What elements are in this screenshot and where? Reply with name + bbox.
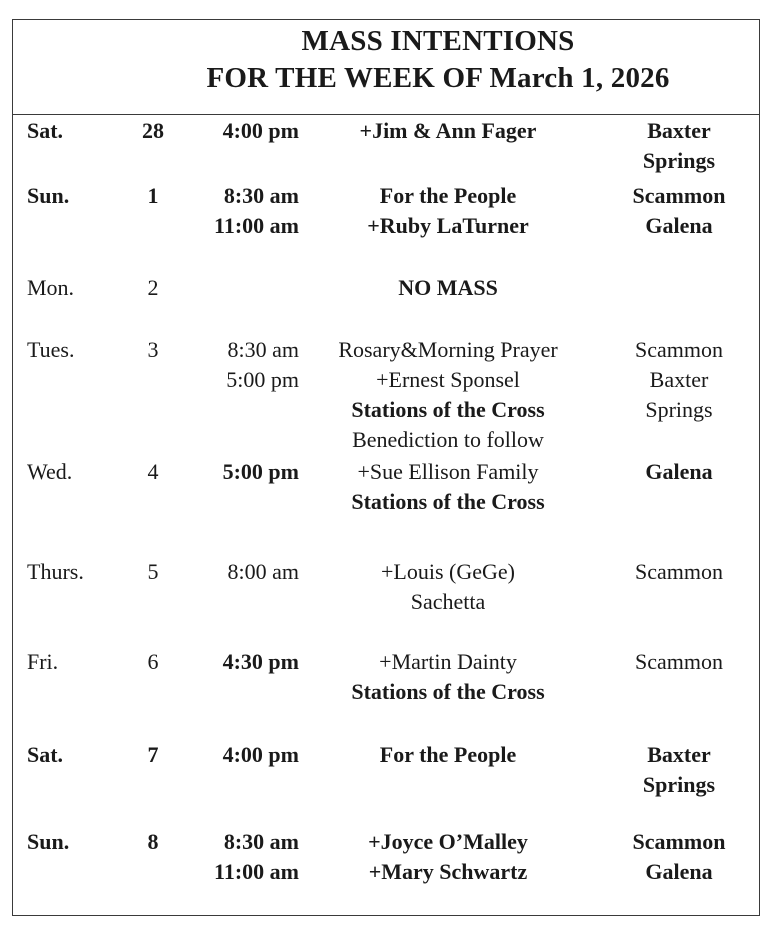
date-number: 5 [147, 559, 159, 584]
day-label: Sun. [27, 183, 70, 208]
mass-intention: For the People [379, 183, 517, 208]
mass-time: 5:00 pm [222, 459, 299, 484]
mass-location: Baxter [647, 118, 711, 143]
mass-location: Springs [642, 148, 716, 173]
mass-time: 4:00 pm [222, 742, 299, 767]
mass-intention: +Jim & Ann Fager [359, 118, 537, 143]
mass-intention: NO MASS [398, 275, 498, 300]
mass-location: Scammon [635, 649, 723, 674]
mass-location: Scammon [632, 183, 726, 208]
mass-time: 8:30 am [223, 183, 299, 208]
mass-location: Baxter [647, 742, 711, 767]
mass-intention: +Joyce O’Malley [368, 829, 528, 854]
mass-time: 8:30 am [227, 337, 299, 362]
mass-intention: Stations of the Cross [351, 397, 545, 422]
date-number: 2 [147, 275, 159, 300]
date-number: 7 [147, 742, 159, 767]
day-label: Sun. [27, 829, 70, 854]
mass-time: 4:00 pm [222, 118, 299, 143]
date-number: 6 [147, 649, 159, 674]
mass-intention: For the People [379, 742, 517, 767]
mass-intention: +Mary Schwartz [368, 859, 528, 884]
day-label: Thurs. [27, 559, 84, 584]
day-label: Sat. [27, 742, 64, 767]
day-label: Wed. [27, 459, 73, 484]
date-number: 3 [147, 337, 159, 362]
mass-time: 8:00 am [227, 559, 299, 584]
mass-intention: +Ernest Sponsel [376, 367, 520, 392]
mass-intention: +Sue Ellison Family [357, 459, 539, 484]
day-label: Sat. [27, 118, 64, 143]
date-number: 4 [147, 459, 159, 484]
mass-time: 4:30 pm [222, 649, 299, 674]
schedule-header [13, 20, 759, 115]
mass-intention: +Ruby LaTurner [367, 213, 529, 238]
title-line-2: FOR THE WEEK OF March 1, 2026 [206, 62, 670, 94]
mass-time: 5:00 pm [226, 367, 299, 392]
day-label: Mon. [27, 275, 75, 300]
mass-intention: +Louis (GeGe) [381, 559, 515, 584]
mass-location: Springs [645, 397, 713, 422]
mass-location: Scammon [635, 337, 723, 362]
day-label: Fri. [27, 649, 59, 674]
mass-location: Baxter [649, 367, 709, 392]
date-number: 28 [142, 118, 164, 143]
mass-location: Galena [645, 213, 713, 238]
mass-location: Galena [645, 859, 713, 884]
mass-location: Galena [645, 459, 713, 484]
mass-location: Springs [642, 772, 716, 797]
date-number: 8 [147, 829, 159, 854]
date-number: 1 [147, 183, 159, 208]
mass-intention: Benediction to follow [352, 427, 544, 452]
mass-time: 11:00 am [214, 213, 299, 238]
mass-intention: Sachetta [410, 589, 486, 614]
mass-location: Scammon [632, 829, 726, 854]
mass-intention: +Martin Dainty [379, 649, 517, 674]
mass-intention: Stations of the Cross [351, 679, 545, 704]
mass-time: 8:30 am [223, 829, 299, 854]
mass-location: Scammon [635, 559, 723, 584]
mass-intention: Rosary&Morning Prayer [338, 337, 558, 362]
title-line-1: MASS INTENTIONS [301, 25, 575, 57]
schedule-frame [12, 19, 760, 916]
mass-time: 11:00 am [214, 859, 299, 884]
day-label: Tues. [27, 337, 75, 362]
mass-intention: Stations of the Cross [351, 489, 545, 514]
